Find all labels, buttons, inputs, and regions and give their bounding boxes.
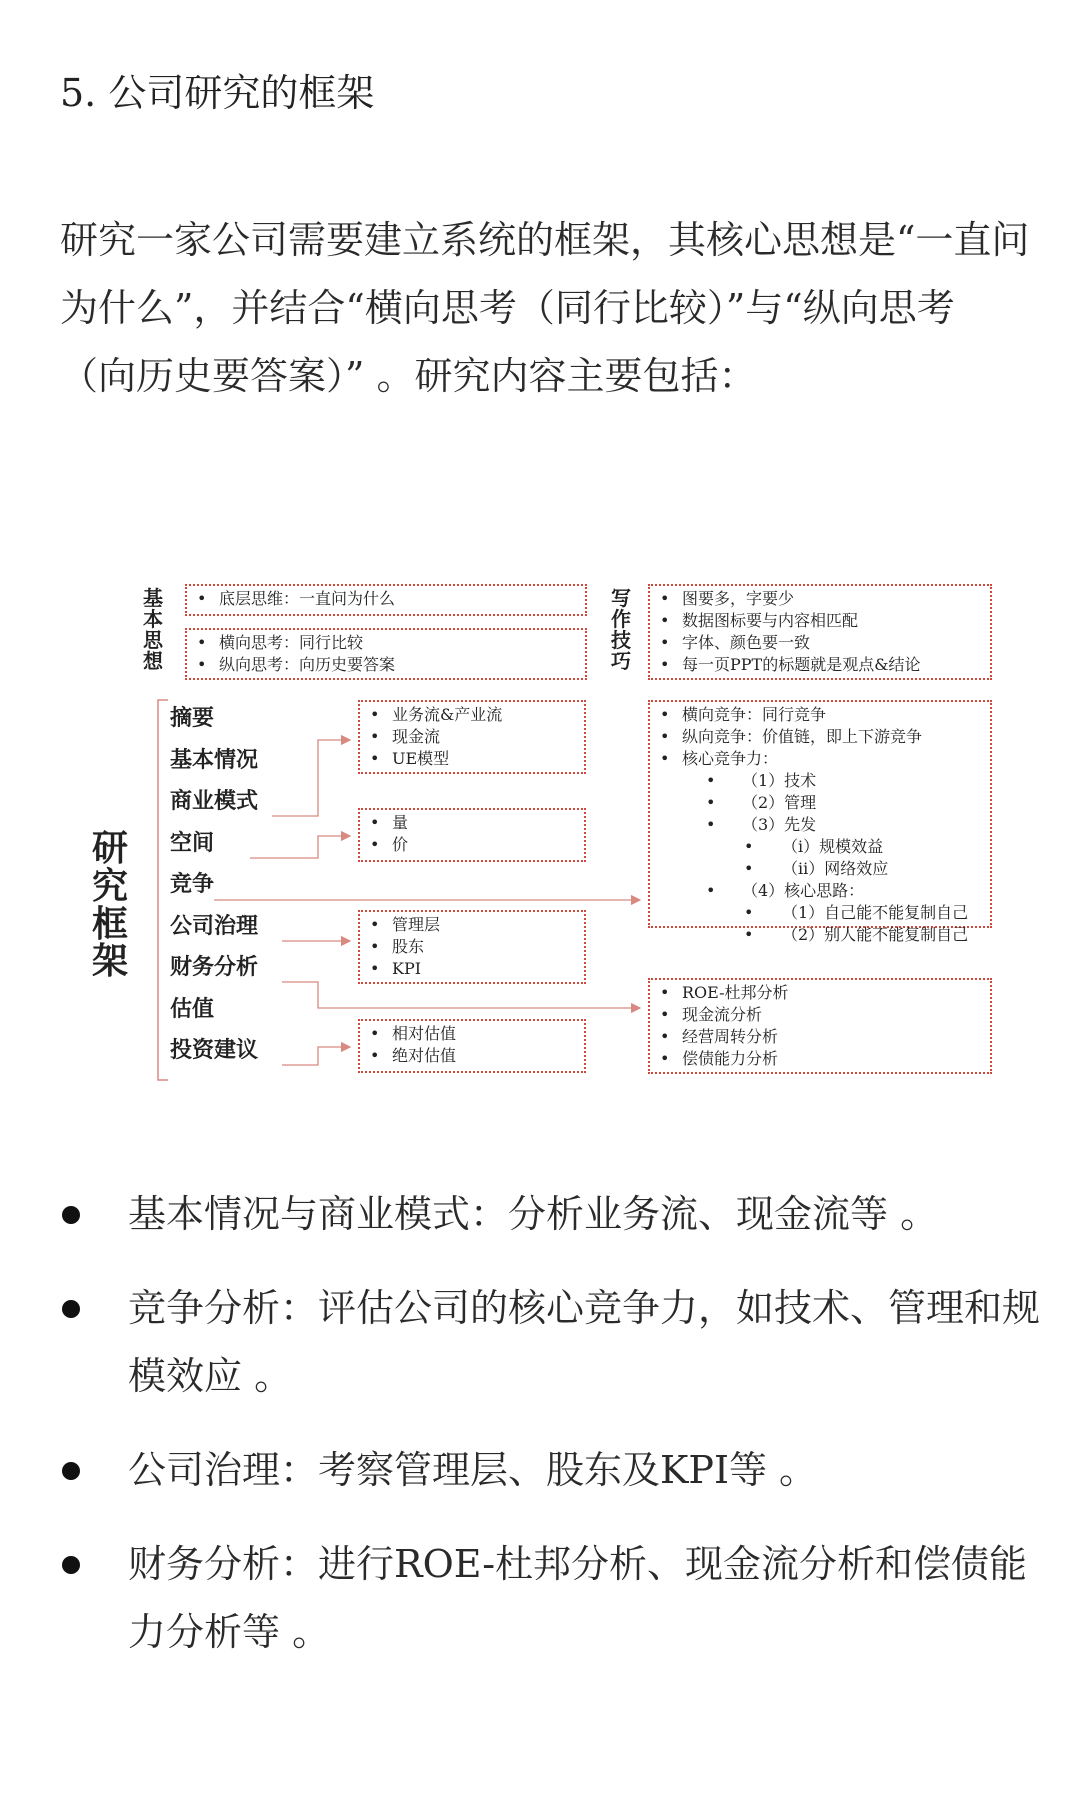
intro-paragraph: 研究一家公司需要建立系统的框架，其核心思想是“一直问为什么”，并结合“横向思考（同行比较）”与“纵向思考（向历史要答案）” 。研究内容主要包括： — [60, 218, 1030, 398]
outline-item-competition: 竞争 — [170, 871, 215, 897]
section-heading: 5. 公司研究的框架 — [60, 71, 375, 115]
bullet-dot-icon — [62, 1206, 80, 1224]
bullet-dot-icon — [62, 1462, 80, 1480]
writing-skills-label: 写作技巧 — [611, 586, 631, 673]
list-item: • 横向思考：同行比较 — [195, 632, 585, 654]
basic-thinking-label: 基本思想 — [143, 586, 163, 673]
finance-box — [648, 978, 992, 1074]
outline-item-basics: 基本情况 — [170, 746, 259, 773]
outline-item-investment-advice: 投资建议 — [170, 1037, 259, 1063]
list-item: 基本情况与商业模式：分析业务流、现金流等 。 — [60, 1180, 1040, 1248]
list-item: • （1）自己能不能复制自己 — [658, 902, 990, 924]
list-item: • 股东 — [368, 936, 584, 958]
list-item: • 纵向思考：向历史要答案 — [195, 654, 585, 676]
research-framework-label: 研究框架 — [91, 827, 128, 983]
summary-bullet-list — [60, 1180, 1040, 1692]
list-item: 财务分析：进行ROE-杜邦分析、现金流分析和偿债能力分析等 。 — [60, 1530, 1040, 1666]
list-item: • （i）规模效益 — [658, 836, 990, 858]
list-item: 公司治理：考察管理层、股东及KPI等 。 — [60, 1436, 1040, 1504]
outline-item-finance: 财务分析 — [170, 954, 259, 980]
list-item: • 横向竞争：同行竞争 — [658, 704, 990, 726]
list-item: • 量 — [368, 812, 584, 834]
list-item: • （1）技术 — [658, 770, 990, 792]
list-item: • 核心竞争力： — [658, 748, 990, 770]
list-item: • 管理层 — [368, 914, 584, 936]
list-item: • 经营周转分析 — [658, 1026, 990, 1048]
list-item: • ROE-杜邦分析 — [658, 982, 990, 1004]
research-framework-diagram — [0, 570, 1080, 1110]
writing-skills-box — [648, 584, 992, 680]
list-item: • 底层思维：一直问为什么 — [195, 588, 585, 610]
list-item: • （ii）网络效应 — [658, 858, 990, 880]
list-item: • （4）核心思路： — [658, 880, 990, 902]
list-item: • 相对估值 — [368, 1023, 584, 1045]
list-item: • 现金流 — [368, 726, 584, 748]
outline-item-summary: 摘要 — [170, 705, 215, 731]
list-item: • KPI — [368, 958, 584, 980]
list-item: • 业务流&产业流 — [368, 704, 584, 726]
list-item: 竞争分析：评估公司的核心竞争力，如技术、管理和规模效应 。 — [60, 1274, 1040, 1410]
list-item: • 图要多，字要少 — [658, 588, 990, 610]
list-item: • 偿债能力分析 — [658, 1048, 990, 1070]
outline-item-governance: 公司治理 — [170, 912, 259, 939]
list-item: • 绝对估值 — [368, 1045, 584, 1067]
list-item: • 字体、颜色要一致 — [658, 632, 990, 654]
outline-item-business-model: 商业模式 — [170, 788, 259, 814]
bullet-dot-icon — [62, 1556, 80, 1574]
list-item: • 价 — [368, 834, 584, 856]
outline-item-space: 空间 — [170, 829, 215, 856]
list-item: • UE模型 — [368, 748, 584, 770]
list-item: • 现金流分析 — [658, 1004, 990, 1026]
basic-thinking-box-2 — [185, 628, 587, 680]
list-item: • 数据图标要与内容相匹配 — [658, 610, 990, 632]
outline-item-valuation: 估值 — [170, 995, 215, 1022]
competition-box — [648, 700, 992, 944]
list-item: • （2）别人能不能复制自己 — [658, 924, 990, 946]
governance-box — [358, 910, 586, 984]
valuation-box — [358, 1019, 586, 1073]
business-model-box — [358, 700, 586, 774]
list-item: • 纵向竞争：价值链，即上下游竞争 — [658, 726, 990, 748]
bullet-dot-icon — [62, 1300, 80, 1318]
framework-outline — [170, 698, 258, 1072]
list-item: • （2）管理 — [658, 792, 990, 814]
basic-thinking-box-1 — [185, 584, 587, 616]
space-box — [358, 808, 586, 862]
list-item: • 每一页PPT的标题就是观点&结论 — [658, 654, 990, 676]
list-item: • （3）先发 — [658, 814, 990, 836]
